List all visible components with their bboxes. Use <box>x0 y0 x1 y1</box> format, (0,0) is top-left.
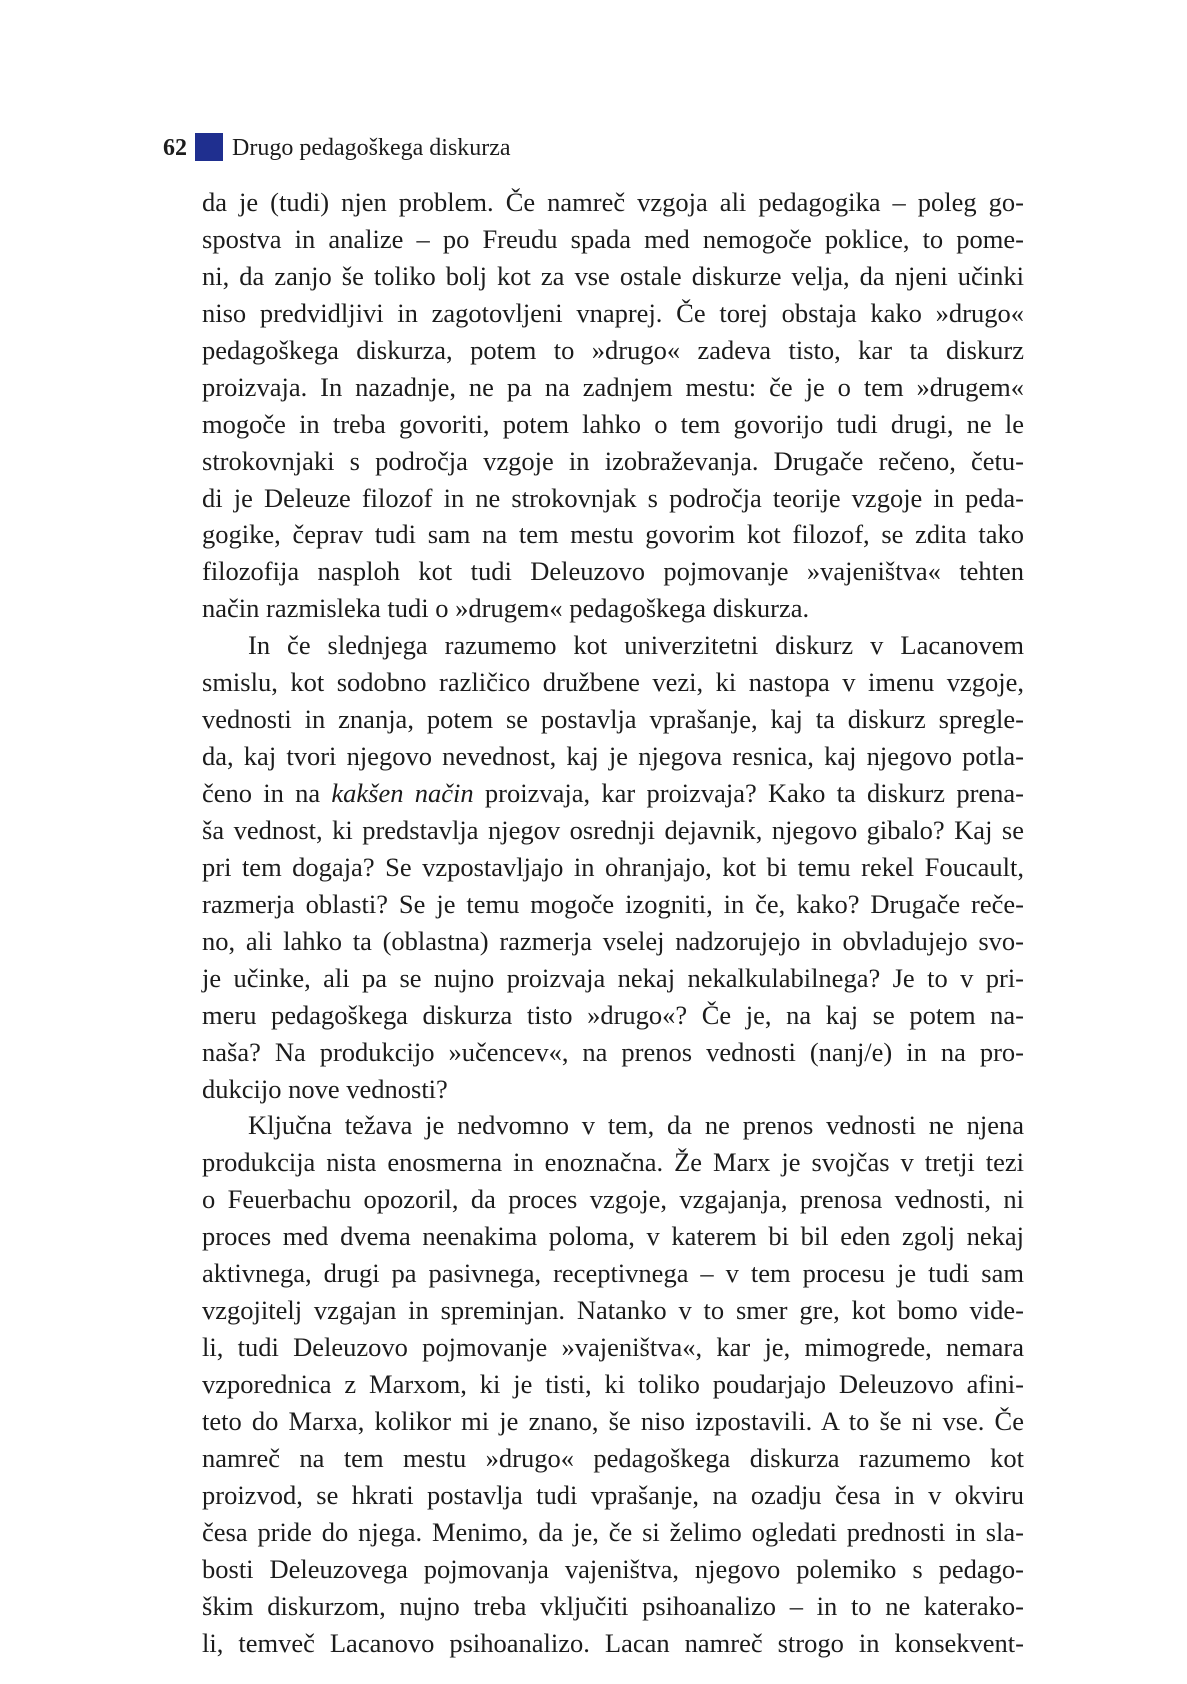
text-line: proces med dvema neenakima poloma, v katerem bi bil eden zgolj nekaj <box>202 1221 1024 1252</box>
text-line: spostva in analize – po Freudu spada med nemogoče poklice, to pome- <box>202 223 1024 254</box>
text-line: česa pride do njega. Menimo, da je, če si želimo ogledati prednosti in sla- <box>202 1516 1024 1547</box>
text-line: smislu, kot sodobno različico družbene vezi, ki nastopa v imenu vzgoje, <box>202 667 1024 698</box>
running-head <box>163 124 511 160</box>
text-line: produkcija nista enosmerna in enoznačna. Že Marx je svojčas v tretji tezi <box>202 1147 1024 1178</box>
text-line: je učinke, ali pa se nujno proizvaja nekaj nekalkulabilnega? Je to v pri- <box>202 962 1024 993</box>
text-line: pri tem dogaja? Se vzpostavljajo in ohranjajo, kot bi temu rekel Foucault, <box>202 851 1024 882</box>
text-line: aktivnega, drugi pa pasivnega, receptivnega – v tem procesu je tudi sam <box>202 1258 1024 1289</box>
text-line: teto do Marxa, kolikor mi je znano, še niso izpostavili. A to še ni vse. Če <box>202 1405 1024 1436</box>
text-line: da, kaj tvori njegovo nevednost, kaj je njegova resnica, kaj njegovo potla- <box>202 741 1024 772</box>
text-line: namreč na tem mestu »drugo« pedagoškega diskurza razumemo kot <box>202 1442 1024 1473</box>
text-line: način razmisleka tudi o »drugem« pedagoškega diskurza. <box>202 593 810 624</box>
running-head-title: Drugo pedagoškega diskurza <box>232 135 511 161</box>
text-line: dukcijo nove vednosti? <box>202 1073 448 1104</box>
text-line: niso predvidljivi in zagotovljeni vnaprej. Če torej obstaja kako »drugo« <box>202 297 1024 328</box>
page-number: 62 <box>163 135 187 161</box>
text-line: pedagoškega diskurza, potem to »drugo« zadeva tisto, kar ta diskurz <box>202 334 1024 365</box>
text-line: meru pedagoškega diskurza tisto »drugo«? Če je, na kaj se potem na- <box>202 999 1024 1030</box>
text-line: filozofija nasploh kot tudi Deleuzovo pojmovanje »vajeništva« tehten <box>202 556 1024 587</box>
text-line: škim diskurzom, nujno treba vključiti psihoanalizo – in to ne katerako- <box>202 1590 1024 1621</box>
text-line: li, temveč Lacanovo psihoanalizo. Lacan namreč strogo in konsekvent- <box>202 1627 1024 1658</box>
text-line: In če slednjega razumemo kot univerzitetni diskurz v Lacanovem <box>248 630 1024 661</box>
text-line: li, tudi Deleuzovo pojmovanje »vajeništva«, kar je, mimogrede, nemara <box>202 1332 1024 1363</box>
text-line: vednosti in znanja, potem se postavlja vprašanje, kaj ta diskurz spregle- <box>202 704 1024 735</box>
text-line: no, ali lahko ta (oblastna) razmerja vselej nadzorujejo in obvladujejo svo- <box>202 925 1024 956</box>
text-line: bosti Deleuzovega pojmovanja vajeništva, njegovo polemiko s pedago- <box>202 1553 1024 1584</box>
text-line: proizvod, se hkrati postavlja tudi vprašanje, na ozadju česa in v okviru <box>202 1479 1024 1510</box>
text-line: vzporednica z Marxom, ki je tisti, ki toliko poudarjajo Deleuzovo afini- <box>202 1369 1024 1399</box>
text-line: naša? Na produkcijo »učencev«, na prenos vednosti (nanj/e) in na pro- <box>202 1036 1024 1067</box>
text-line: vzgojitelj vzgajan in spreminjan. Natanko v to smer gre, kot bomo vide- <box>202 1295 1024 1326</box>
text-line: strokovnjaki s področja vzgoje in izobraževanja. Drugače rečeno, četu- <box>202 445 1024 476</box>
header-square-ornament <box>195 133 223 161</box>
text-line: o Feuerbachu opozoril, da proces vzgoje, vzgajanja, prenosa vednosti, ni <box>202 1184 1024 1215</box>
text-line <box>202 775 1024 812</box>
text-line: Ključna težava je nedvomno v tem, da ne prenos vednosti ne njena <box>248 1110 1024 1141</box>
text-line: da je (tudi) njen problem. Če namreč vzgoja ali pedagogika – poleg go- <box>202 187 1024 217</box>
text-line: razmerja oblasti? Se je temu mogoče izogniti, in če, kako? Drugače reče- <box>202 888 1024 919</box>
text-segment: čeno in na <box>202 778 332 808</box>
text-line: mogoče in treba govoriti, potem lahko o tem govorijo tudi drugi, ne le <box>202 408 1024 439</box>
text-line: ni, da zanjo še toliko bolj kot za vse ostale diskurze velja, da njeni učinki <box>202 260 1024 291</box>
emphasized-text: kakšen način <box>331 778 474 808</box>
body-text <box>202 184 1024 1662</box>
text-line: proizvaja. In nazadnje, ne pa na zadnjem mestu: če je o tem »drugem« <box>202 371 1024 402</box>
text-line: di je Deleuze filozof in ne strokovnjak s področja teorije vzgoje in peda- <box>202 482 1024 513</box>
text-segment: proizvaja, kar proizvaja? Kako ta diskurz prena- <box>473 778 1024 808</box>
text-line: ša vednost, ki predstavlja njegov osrednji dejavnik, njegovo gibalo? Kaj se <box>202 814 1024 845</box>
text-line: gogike, čeprav tudi sam na tem mestu govorim kot filozof, se zdita tako <box>202 519 1024 550</box>
